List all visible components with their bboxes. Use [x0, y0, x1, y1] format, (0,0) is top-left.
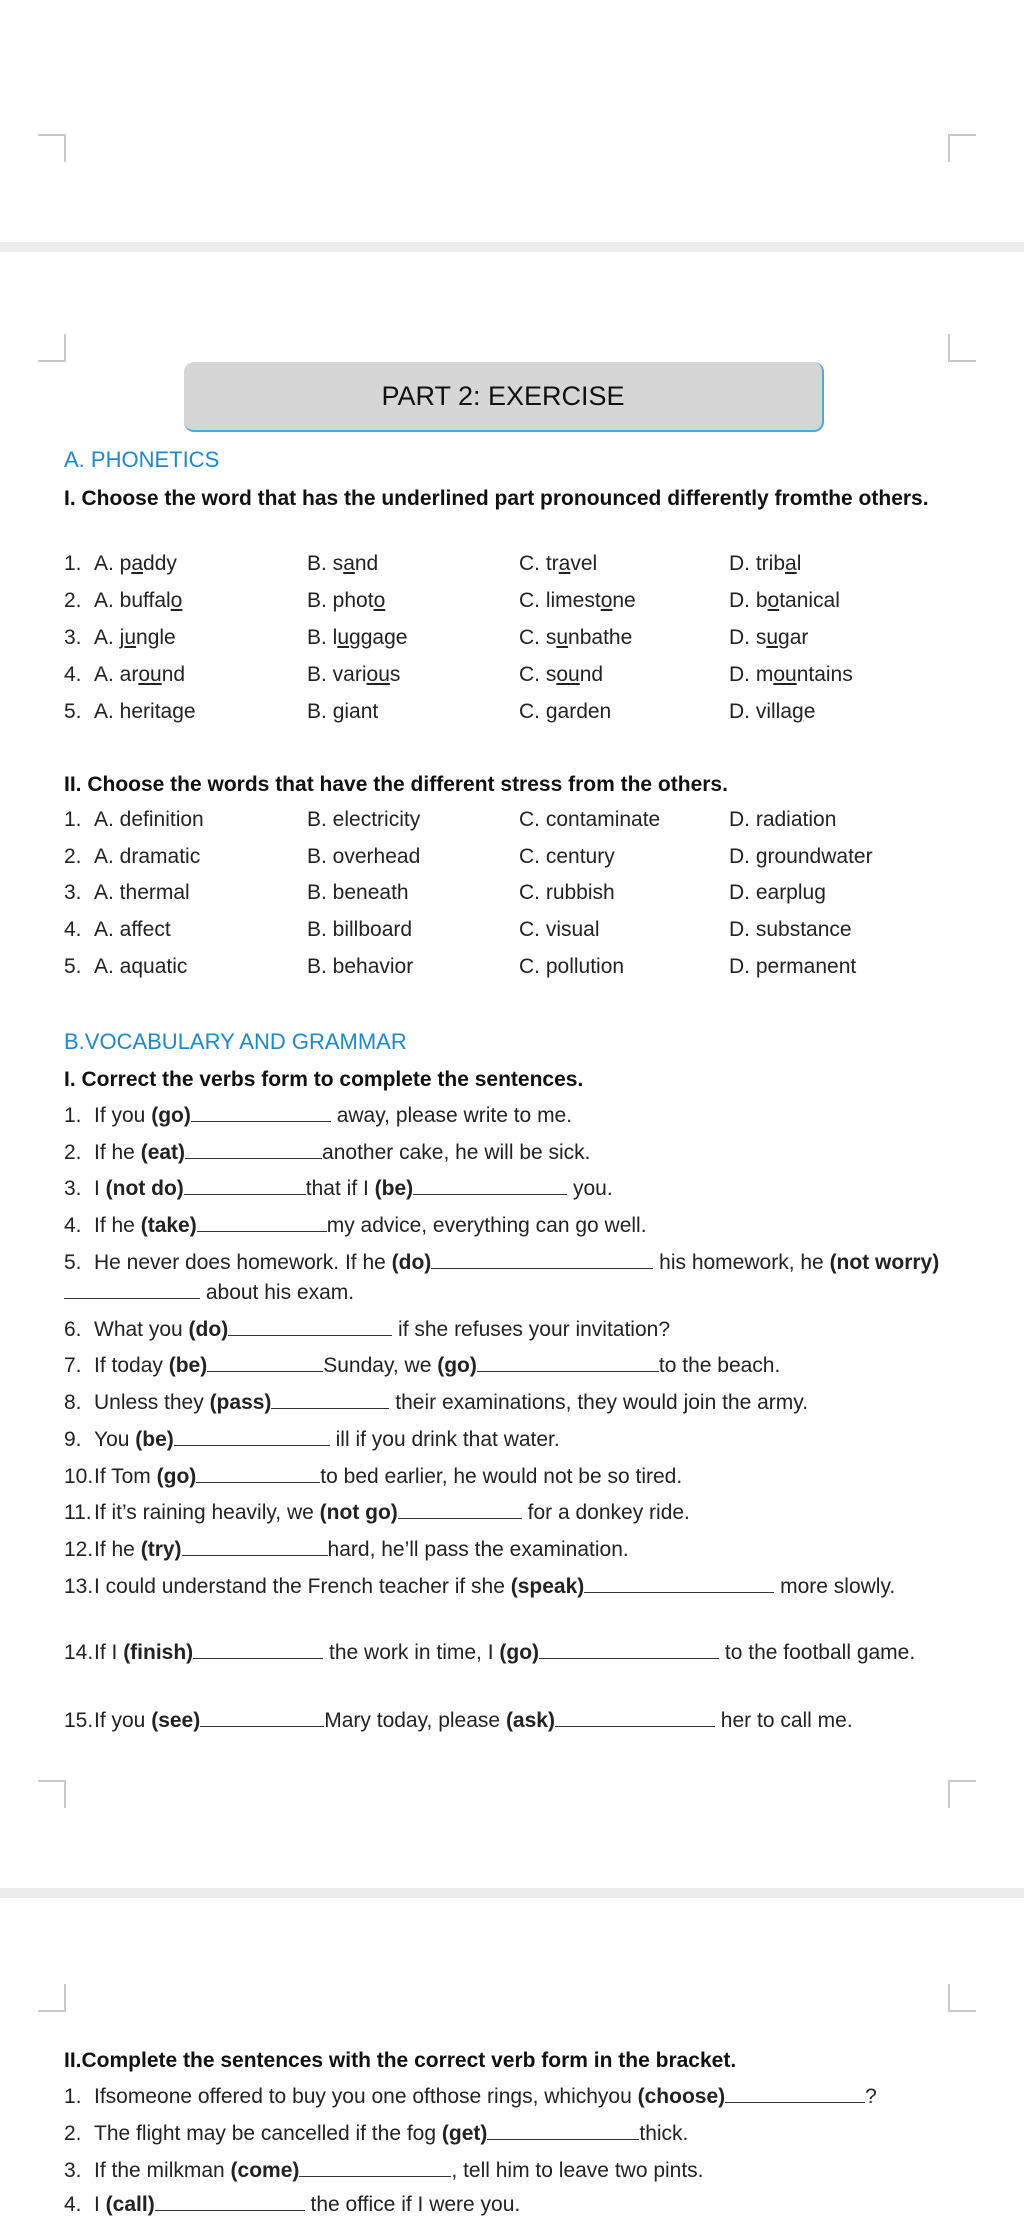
option-text: B. s — [307, 552, 344, 575]
option-d[interactable]: D. groundwater — [729, 845, 873, 868]
option-b[interactable]: B. electricity — [307, 808, 421, 831]
sentence-text: I — [94, 2193, 106, 2216]
sentence-text: if she refuses your invitation? — [392, 1318, 671, 1341]
answer-blank[interactable] — [200, 1706, 324, 1727]
underlined-part: u — [766, 626, 779, 649]
answer-blank[interactable] — [155, 2190, 305, 2211]
phonetics-instruction: I. Choose the word that has the underlined part pronounced differently fromthe others. — [64, 487, 929, 510]
verb-hint: (go) — [499, 1641, 540, 1664]
option-text: B. l — [307, 626, 338, 649]
verb-hint: (be) — [374, 1177, 414, 1200]
item-number: 12. — [64, 1538, 94, 1561]
option-c[interactable] — [519, 626, 632, 650]
sentence — [64, 1535, 954, 1565]
option-c[interactable]: C. rubbish — [519, 881, 615, 904]
verb-hint: (not worry) — [829, 1251, 940, 1274]
sentence-text: her to call me. — [714, 1709, 853, 1732]
sentence-text: ill if you drink that water. — [329, 1428, 560, 1451]
verb-hint: (call) — [105, 2193, 155, 2216]
page-separator — [0, 1888, 1024, 1898]
option-text: nd — [161, 663, 186, 686]
answer-blank[interactable] — [191, 1101, 331, 1122]
option-text: ddy — [143, 552, 177, 575]
underlined-part: u — [556, 626, 569, 649]
sentence-text: their examinations, they would join the army. — [389, 1391, 809, 1414]
sentence-text: to bed earlier, he would not be so tired. — [320, 1465, 683, 1488]
option-a[interactable]: A. definition — [94, 808, 204, 831]
verb-hint: (get) — [441, 2122, 488, 2145]
underlined-part: a — [343, 552, 355, 575]
sentence-text: away, please write to me. — [330, 1104, 573, 1127]
option-text: gar — [778, 626, 809, 649]
answer-blank[interactable] — [197, 1211, 327, 1232]
sentence-text: Ifsomeone offered to buy you one ofthose rings, whichyou — [94, 2085, 638, 2108]
answer-blank[interactable] — [584, 1572, 774, 1593]
option-text: C. limest — [519, 589, 601, 612]
option-c[interactable] — [519, 552, 597, 576]
option-text: nd — [354, 552, 379, 575]
verb-hint: (go) — [437, 1354, 477, 1377]
item-number: 5. — [64, 955, 82, 978]
sentence-text: If you — [94, 1104, 152, 1127]
option-d[interactable] — [729, 589, 840, 613]
option-text: ggage — [349, 626, 408, 649]
item-number: 7. — [64, 1354, 82, 1377]
underlined-part: u — [337, 626, 350, 649]
item-number: 2. — [64, 589, 82, 612]
sentence-text: If he — [94, 1214, 141, 1237]
option-text: iant — [344, 700, 379, 723]
item-number: 15. — [64, 1709, 94, 1732]
sentence — [64, 2082, 954, 2112]
answer-blank[interactable] — [477, 1351, 659, 1372]
crop-mark — [948, 1984, 976, 2012]
sentence-text: you. — [567, 1177, 613, 1200]
verb-hint: (not do) — [105, 1177, 184, 1200]
underlined-part: o — [600, 589, 613, 612]
option-b[interactable]: B. beneath — [307, 881, 409, 904]
crop-mark — [38, 1780, 66, 1808]
option-c[interactable] — [519, 700, 611, 724]
sentence-text: that if I — [305, 1177, 375, 1200]
sentence-text: thick. — [639, 2122, 689, 2145]
option-a[interactable]: A. affect — [94, 918, 171, 941]
sentence — [64, 1101, 954, 1131]
verb-hint: (not go) — [319, 1501, 398, 1524]
item-number: 1. — [64, 552, 82, 575]
option-text: nd — [579, 663, 604, 686]
option-text: D. s — [729, 626, 767, 649]
option-text: D. b — [729, 589, 768, 612]
underlined-part: a — [785, 552, 797, 575]
sentence-text: If Tom — [94, 1465, 157, 1488]
sentence-text: If you — [94, 1709, 152, 1732]
option-text: C. s — [519, 626, 557, 649]
option-d[interactable]: D. radiation — [729, 808, 837, 831]
verb-hint: (do) — [391, 1251, 432, 1274]
sentence-text: for a donkey ride. — [521, 1501, 690, 1524]
sentence-text: hard, he’ll pass the examination. — [327, 1538, 629, 1561]
option-text: l — [796, 552, 802, 575]
option-text: tanical — [779, 589, 840, 612]
sentence-text: the office if I were you. — [304, 2193, 521, 2216]
sentence-text: You — [94, 1428, 136, 1451]
option-text: s — [389, 663, 401, 686]
item-number: 3. — [64, 626, 82, 649]
verb-hint: (speak) — [510, 1575, 585, 1598]
item-number: 10. — [64, 1465, 94, 1488]
item-number: 4. — [64, 663, 82, 686]
crop-mark — [38, 134, 66, 162]
sentence-text: What you — [94, 1318, 189, 1341]
option-b[interactable] — [307, 700, 378, 724]
option-b[interactable] — [307, 663, 400, 687]
item-number: 5. — [64, 1251, 82, 1274]
sentence-text: his homework, he — [653, 1251, 830, 1274]
option-c[interactable]: C. visual — [519, 918, 600, 941]
option-text: e — [183, 700, 196, 723]
answer-blank[interactable] — [725, 2082, 865, 2103]
answer-blank[interactable] — [64, 1278, 200, 1299]
crop-mark — [38, 334, 66, 362]
complete-sentences-instruction: II.Complete the sentences with the correct verb form in the bracket. — [64, 2049, 737, 2072]
option-text: D. trib — [729, 552, 786, 575]
sentence — [64, 1138, 954, 1168]
underlined-part: a — [558, 552, 571, 575]
underlined-part: g — [792, 700, 804, 723]
answer-blank[interactable] — [228, 1315, 392, 1336]
option-b[interactable] — [307, 552, 378, 576]
sentence — [64, 1498, 954, 1528]
answer-blank[interactable] — [182, 1535, 328, 1556]
option-c[interactable]: C. pollution — [519, 955, 625, 978]
option-a[interactable] — [94, 626, 176, 650]
underlined-part: o — [767, 589, 780, 612]
sentence — [64, 1174, 954, 1204]
answer-blank[interactable] — [555, 1706, 715, 1727]
option-text: C. tr — [519, 552, 559, 575]
option-d[interactable] — [729, 626, 808, 650]
sentence-text: another cake, he will be sick. — [322, 1141, 591, 1164]
crop-mark — [38, 1984, 66, 2012]
option-text: ngle — [136, 626, 176, 649]
verb-hint: (try) — [140, 1538, 182, 1561]
item-number: 2. — [64, 1141, 82, 1164]
item-number: 1. — [64, 808, 82, 831]
option-d[interactable]: D. substance — [729, 918, 852, 941]
option-c[interactable] — [519, 589, 636, 613]
option-c[interactable]: C. contaminate — [519, 808, 661, 831]
sentence-text: my advice, everything can go well. — [326, 1214, 647, 1237]
sentence-text: , tell him to leave two pints. — [451, 2159, 704, 2182]
sentence — [64, 1572, 954, 1602]
option-c[interactable] — [519, 663, 603, 687]
item-number: 8. — [64, 1391, 82, 1414]
sentence — [64, 1211, 954, 1241]
item-number: 3. — [64, 1177, 82, 1200]
answer-blank[interactable] — [431, 1248, 653, 1269]
answer-blank[interactable] — [539, 1638, 719, 1659]
underlined-part: a — [131, 552, 144, 575]
verb-hint: (take) — [140, 1214, 197, 1237]
option-a[interactable] — [94, 700, 196, 724]
sentence-text: I could understand the French teacher if she — [94, 1575, 511, 1598]
sentence-text: If I — [94, 1641, 124, 1664]
sentence-text: Mary today, please — [324, 1709, 506, 1732]
verb-hint: (finish) — [123, 1641, 194, 1664]
sentence-text: He never does homework. If he — [94, 1251, 392, 1274]
item-number: 5. — [64, 700, 82, 723]
option-text: C. s — [519, 663, 557, 686]
option-text: A. j — [94, 626, 125, 649]
option-d[interactable] — [729, 552, 801, 576]
crop-mark — [948, 134, 976, 162]
part-title: PART 2: EXERCISE — [184, 362, 824, 432]
answer-blank[interactable] — [196, 1462, 320, 1483]
answer-blank[interactable] — [207, 1351, 323, 1372]
underlined-part: g — [172, 700, 184, 723]
sentence-text: The flight may be cancelled if the fog — [94, 2122, 442, 2145]
sentence — [64, 2119, 954, 2149]
option-a[interactable] — [94, 663, 185, 687]
option-d[interactable]: D. earplug — [729, 881, 826, 904]
sentence — [64, 1638, 954, 1668]
option-text: D. villa — [729, 700, 793, 723]
option-a[interactable]: A. thermal — [94, 881, 190, 904]
crop-mark — [948, 1780, 976, 1808]
option-text: A. ar — [94, 663, 139, 686]
underlined-part: o — [170, 589, 183, 612]
answer-blank[interactable] — [487, 2119, 639, 2140]
option-text: D. m — [729, 663, 774, 686]
option-d[interactable] — [729, 700, 815, 724]
option-b[interactable]: B. billboard — [307, 918, 413, 941]
option-a[interactable] — [94, 552, 177, 576]
verb-hint: (pass) — [209, 1391, 272, 1414]
item-number: 13. — [64, 1575, 94, 1598]
underlined-part: ou — [138, 663, 162, 686]
underlined-part: g — [545, 700, 558, 723]
item-number: 6. — [64, 1318, 82, 1341]
underlined-part: ou — [556, 663, 580, 686]
item-number: 11. — [64, 1501, 92, 1524]
sentence — [64, 2156, 954, 2186]
sentence-text: I — [94, 1177, 106, 1200]
item-number: 14. — [64, 1641, 94, 1664]
option-b[interactable]: B. overhead — [307, 845, 421, 868]
verb-hint: (see) — [151, 1709, 201, 1732]
option-a[interactable]: A. dramatic — [94, 845, 201, 868]
option-text: B. vari — [307, 663, 367, 686]
item-number: 2. — [64, 2122, 82, 2145]
crop-mark — [948, 334, 976, 362]
verb-hint: (be) — [135, 1428, 174, 1451]
sentence-text: ? — [865, 2085, 877, 2108]
verb-hint: (go) — [151, 1104, 191, 1127]
sentence — [64, 1248, 954, 1308]
answer-blank[interactable] — [185, 1138, 322, 1159]
sentence-text: to the football game. — [719, 1641, 916, 1664]
answer-blank[interactable] — [398, 1498, 522, 1519]
answer-blank[interactable] — [271, 1388, 389, 1409]
sentence-text: If it’s raining heavily, we — [94, 1501, 320, 1524]
verb-hint: (do) — [188, 1318, 229, 1341]
option-text: arden — [557, 700, 612, 723]
item-number: 1. — [64, 1104, 82, 1127]
item-number: 9. — [64, 1428, 82, 1451]
sentence-text: to the beach. — [658, 1354, 781, 1377]
section-a-title: A. PHONETICS — [64, 447, 220, 472]
option-c[interactable]: C. century — [519, 845, 615, 868]
item-number: 3. — [64, 2159, 82, 2182]
option-text: A. herita — [94, 700, 173, 723]
sentence-text: the work in time, I — [323, 1641, 500, 1664]
answer-blank[interactable] — [193, 1638, 323, 1659]
option-d[interactable] — [729, 663, 853, 687]
page-separator — [0, 242, 1024, 252]
verb-form-instruction: I. Correct the verbs form to complete the sentences. — [64, 1068, 584, 1091]
verb-hint: (ask) — [505, 1709, 555, 1732]
option-text: A. p — [94, 552, 132, 575]
underlined-part: u — [124, 626, 137, 649]
item-number: 1. — [64, 2085, 82, 2108]
section-b-title: B.VOCABULARY AND GRAMMAR — [64, 1029, 407, 1054]
sentence-text: If he — [94, 1141, 141, 1164]
option-text: e — [803, 700, 816, 723]
sentence — [64, 1706, 954, 1736]
item-number: 4. — [64, 2193, 82, 2216]
option-text: vel — [570, 552, 598, 575]
option-text: ntains — [796, 663, 853, 686]
option-text: A. buffal — [94, 589, 171, 612]
sentence-text: If the milkman — [94, 2159, 231, 2182]
option-text: ne — [612, 589, 636, 612]
option-text: C. — [519, 700, 546, 723]
item-number: 4. — [64, 918, 82, 941]
verb-hint: (go) — [156, 1465, 197, 1488]
option-b[interactable] — [307, 626, 407, 650]
underlined-part: ou — [366, 663, 390, 686]
option-b[interactable] — [307, 589, 385, 613]
answer-blank[interactable] — [174, 1425, 330, 1446]
sentence — [64, 2190, 954, 2220]
underlined-part: g — [332, 700, 345, 723]
sentence — [64, 1351, 954, 1381]
sentence-text: If he — [94, 1538, 141, 1561]
sentence — [64, 1315, 954, 1345]
option-text: B. phot — [307, 589, 374, 612]
item-number: 4. — [64, 1214, 82, 1237]
sentence — [64, 1462, 954, 1492]
sentence-text: If today — [94, 1354, 169, 1377]
sentence — [64, 1425, 954, 1455]
answer-blank[interactable] — [299, 2156, 451, 2177]
sentence-text: Sunday, we — [323, 1354, 438, 1377]
verb-hint: (be) — [168, 1354, 208, 1377]
sentence-text: more slowly. — [774, 1575, 896, 1598]
verb-hint: (eat) — [140, 1141, 186, 1164]
answer-blank[interactable] — [184, 1174, 306, 1195]
option-a[interactable] — [94, 589, 182, 613]
option-text: nbathe — [568, 626, 633, 649]
sentence-text: about his exam. — [200, 1281, 355, 1304]
verb-hint: (come) — [230, 2159, 300, 2182]
item-number: 2. — [64, 845, 82, 868]
sentence — [64, 1388, 954, 1418]
underlined-part: o — [373, 589, 386, 612]
answer-blank[interactable] — [413, 1174, 567, 1195]
item-number: 3. — [64, 881, 82, 904]
verb-hint: (choose) — [637, 2085, 726, 2108]
sentence-text: Unless they — [94, 1391, 210, 1414]
stress-instruction: II. Choose the words that have the different stress from the others. — [64, 773, 728, 796]
underlined-part: ou — [773, 663, 797, 686]
option-text: B. — [307, 700, 333, 723]
option-b[interactable]: B. behavior — [307, 955, 414, 978]
option-d[interactable]: D. permanent — [729, 955, 857, 978]
option-a[interactable]: A. aquatic — [94, 955, 188, 978]
